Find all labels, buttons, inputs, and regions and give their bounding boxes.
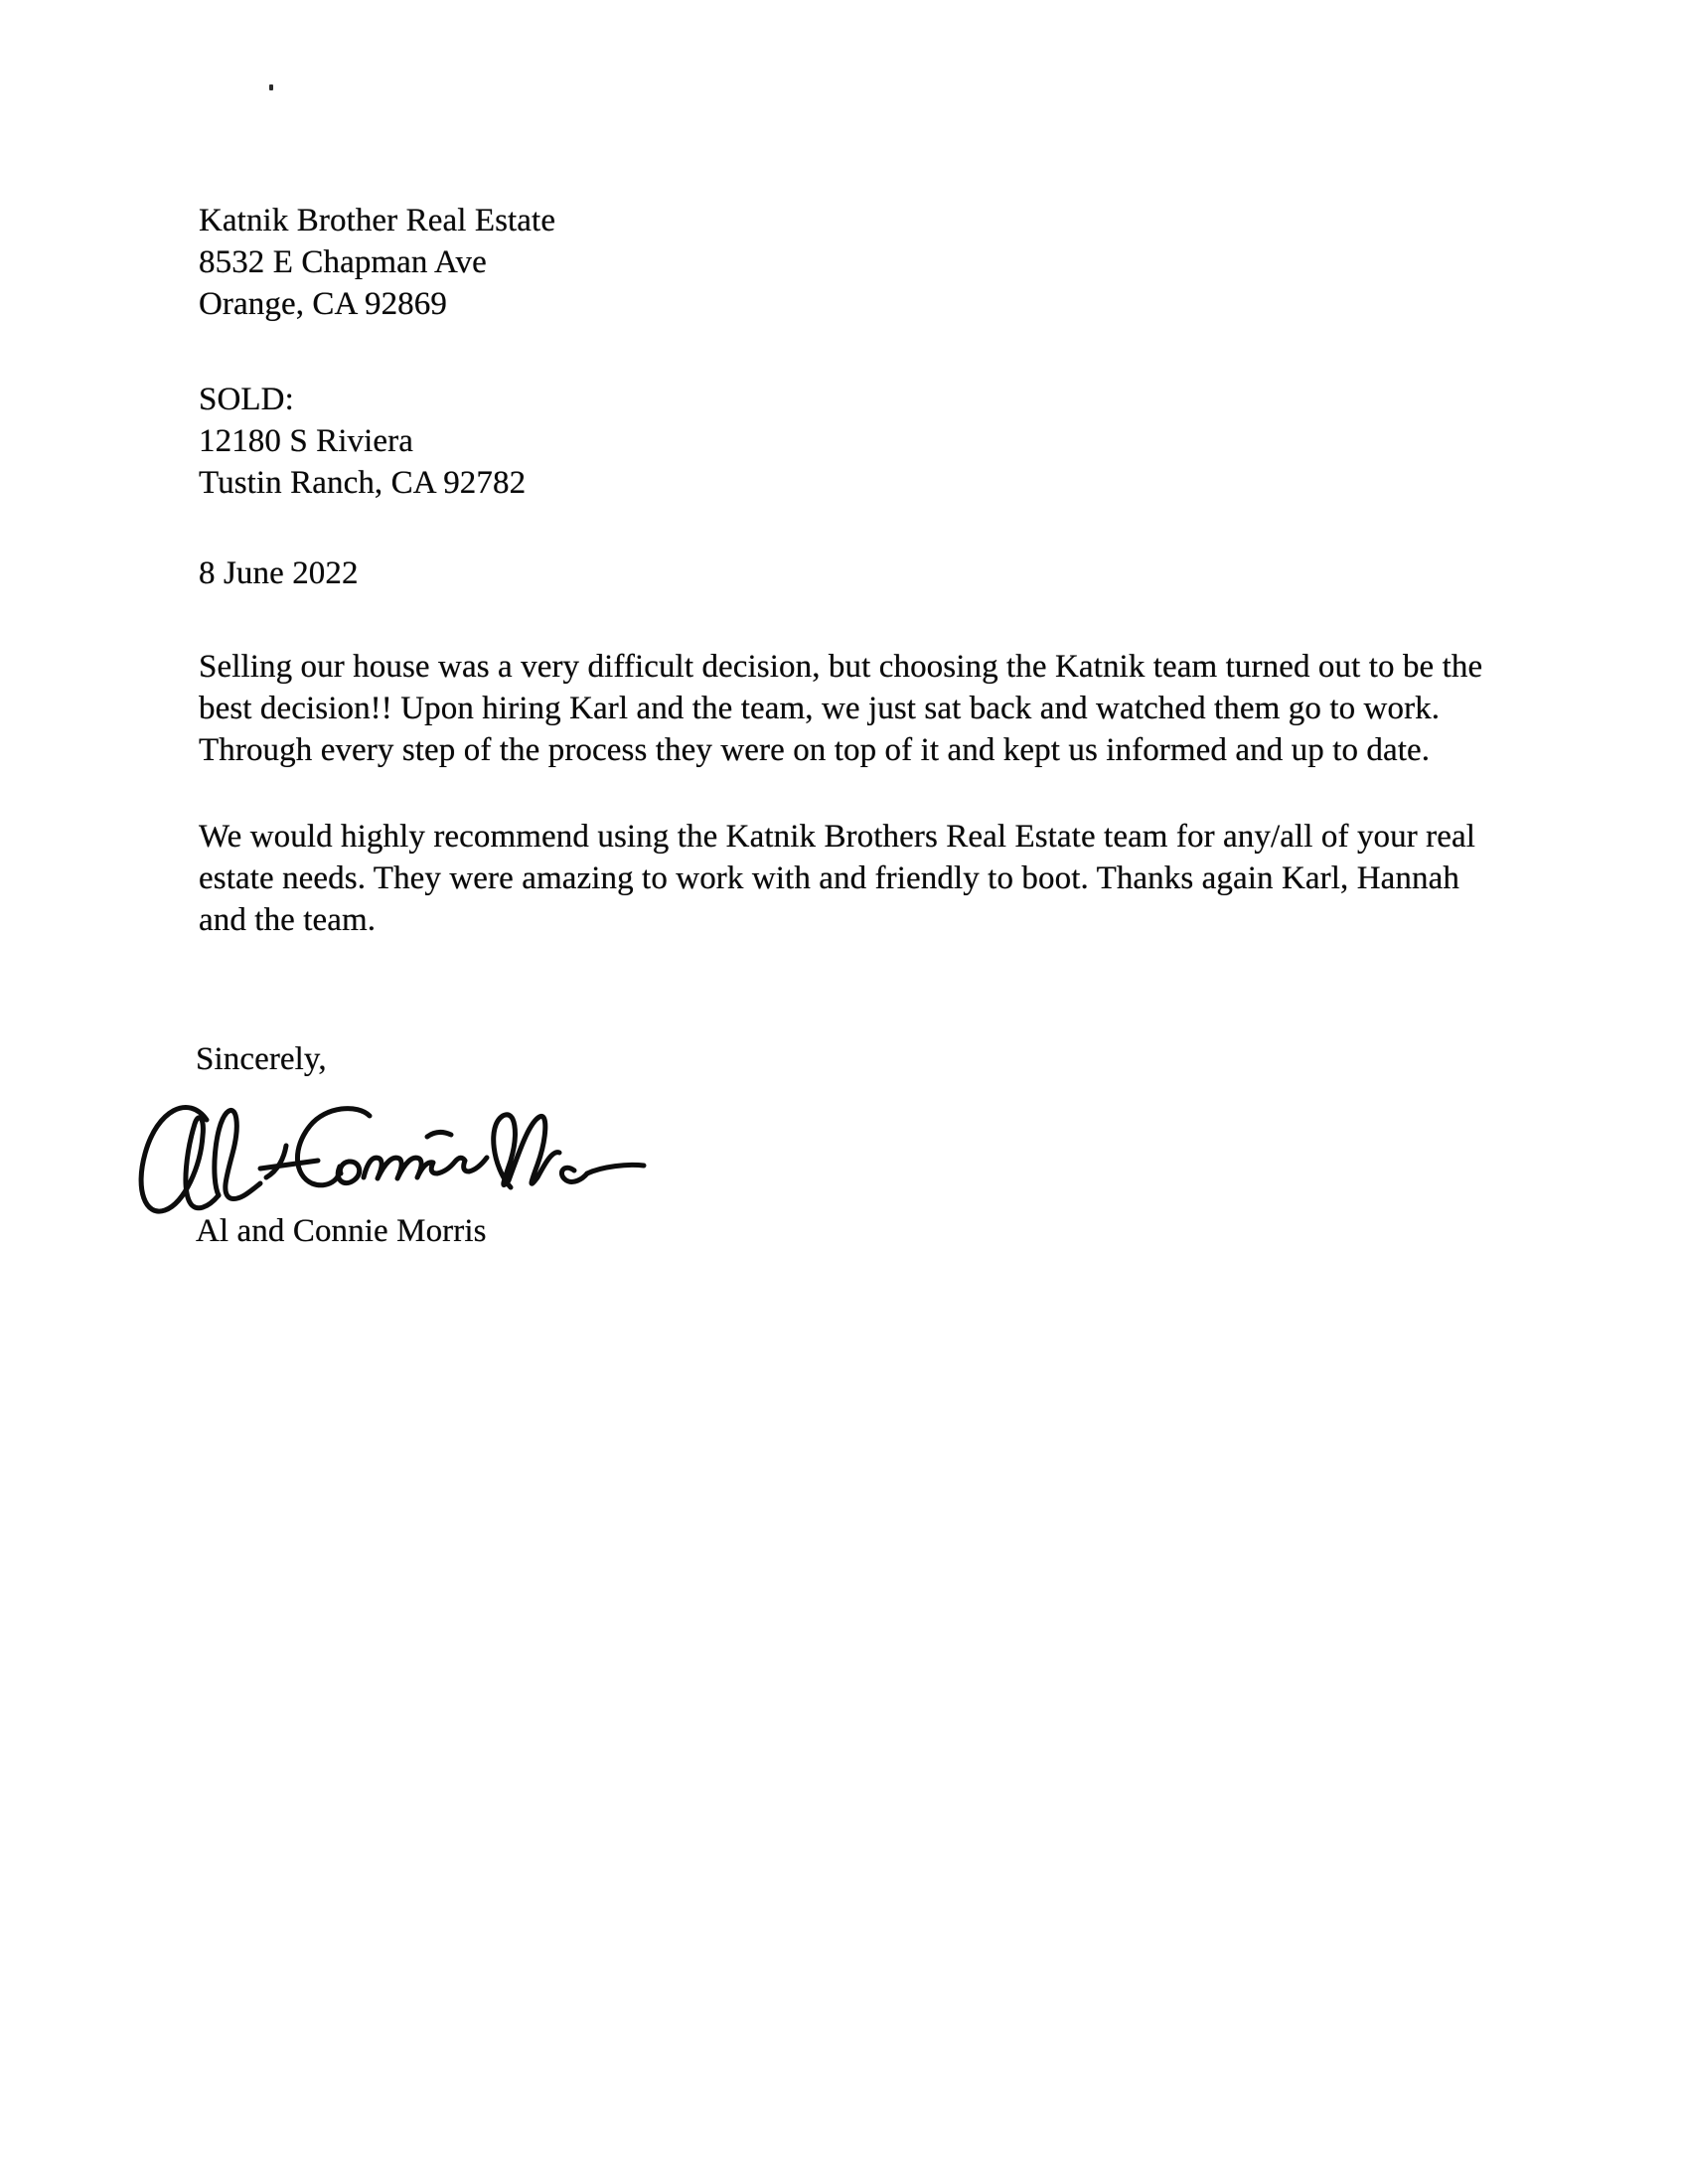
paragraph-line: Selling our house was a very difficult decision, but choosing the Katnik team turned out to be the xyxy=(199,649,1483,685)
sender-address-block xyxy=(199,200,555,325)
paragraph-line: best decision!! Upon hiring Karl and the team, we just sat back and watched them go to work. xyxy=(199,691,1441,726)
paragraph-line: Through every step of the process they were on top of it and kept us informed and up to date. xyxy=(199,732,1431,768)
typed-signature-name: Al and Connie Morris xyxy=(196,1213,487,1249)
sender-city-state-zip: Orange, CA 92869 xyxy=(199,286,447,322)
sender-name: Katnik Brother Real Estate xyxy=(199,203,556,238)
paragraph-line: We would highly recommend using the Katnik Brothers Real Estate team for any/all of your real xyxy=(199,819,1476,855)
sold-property-block xyxy=(199,379,526,504)
signature-stroke-plus-v xyxy=(266,1146,286,1177)
sold-city-state-zip: Tustin Ranch, CA 92782 xyxy=(199,465,527,501)
closing-salutation: Sincerely, xyxy=(196,1041,327,1077)
body-paragraph-2 xyxy=(199,816,1475,941)
signature-stroke-o xyxy=(338,1162,360,1183)
signature-stroke-dash xyxy=(587,1165,644,1173)
body-paragraph-1 xyxy=(199,646,1482,771)
letter-date: 8 June 2022 xyxy=(199,555,359,591)
scan-artifact-dot xyxy=(269,84,273,90)
sold-label: SOLD: xyxy=(199,382,294,417)
paragraph-line: and the team. xyxy=(199,902,377,938)
signature-stroke-plus-h xyxy=(260,1161,318,1169)
sold-street: 12180 S Riviera xyxy=(199,423,413,459)
signature-stroke-c-small xyxy=(561,1168,587,1181)
signature-stroke-m1 xyxy=(494,1115,559,1187)
signature-stroke-nnie xyxy=(364,1158,487,1178)
sender-street: 8532 E Chapman Ave xyxy=(199,244,487,280)
signature-stroke-l xyxy=(215,1110,260,1198)
paragraph-line: estate needs. They were amazing to work with and friendly to boot. Thanks again Karl, Hannah xyxy=(199,860,1459,896)
signature-stroke-i-dash xyxy=(427,1132,451,1137)
signature-stroke-a xyxy=(141,1107,219,1211)
